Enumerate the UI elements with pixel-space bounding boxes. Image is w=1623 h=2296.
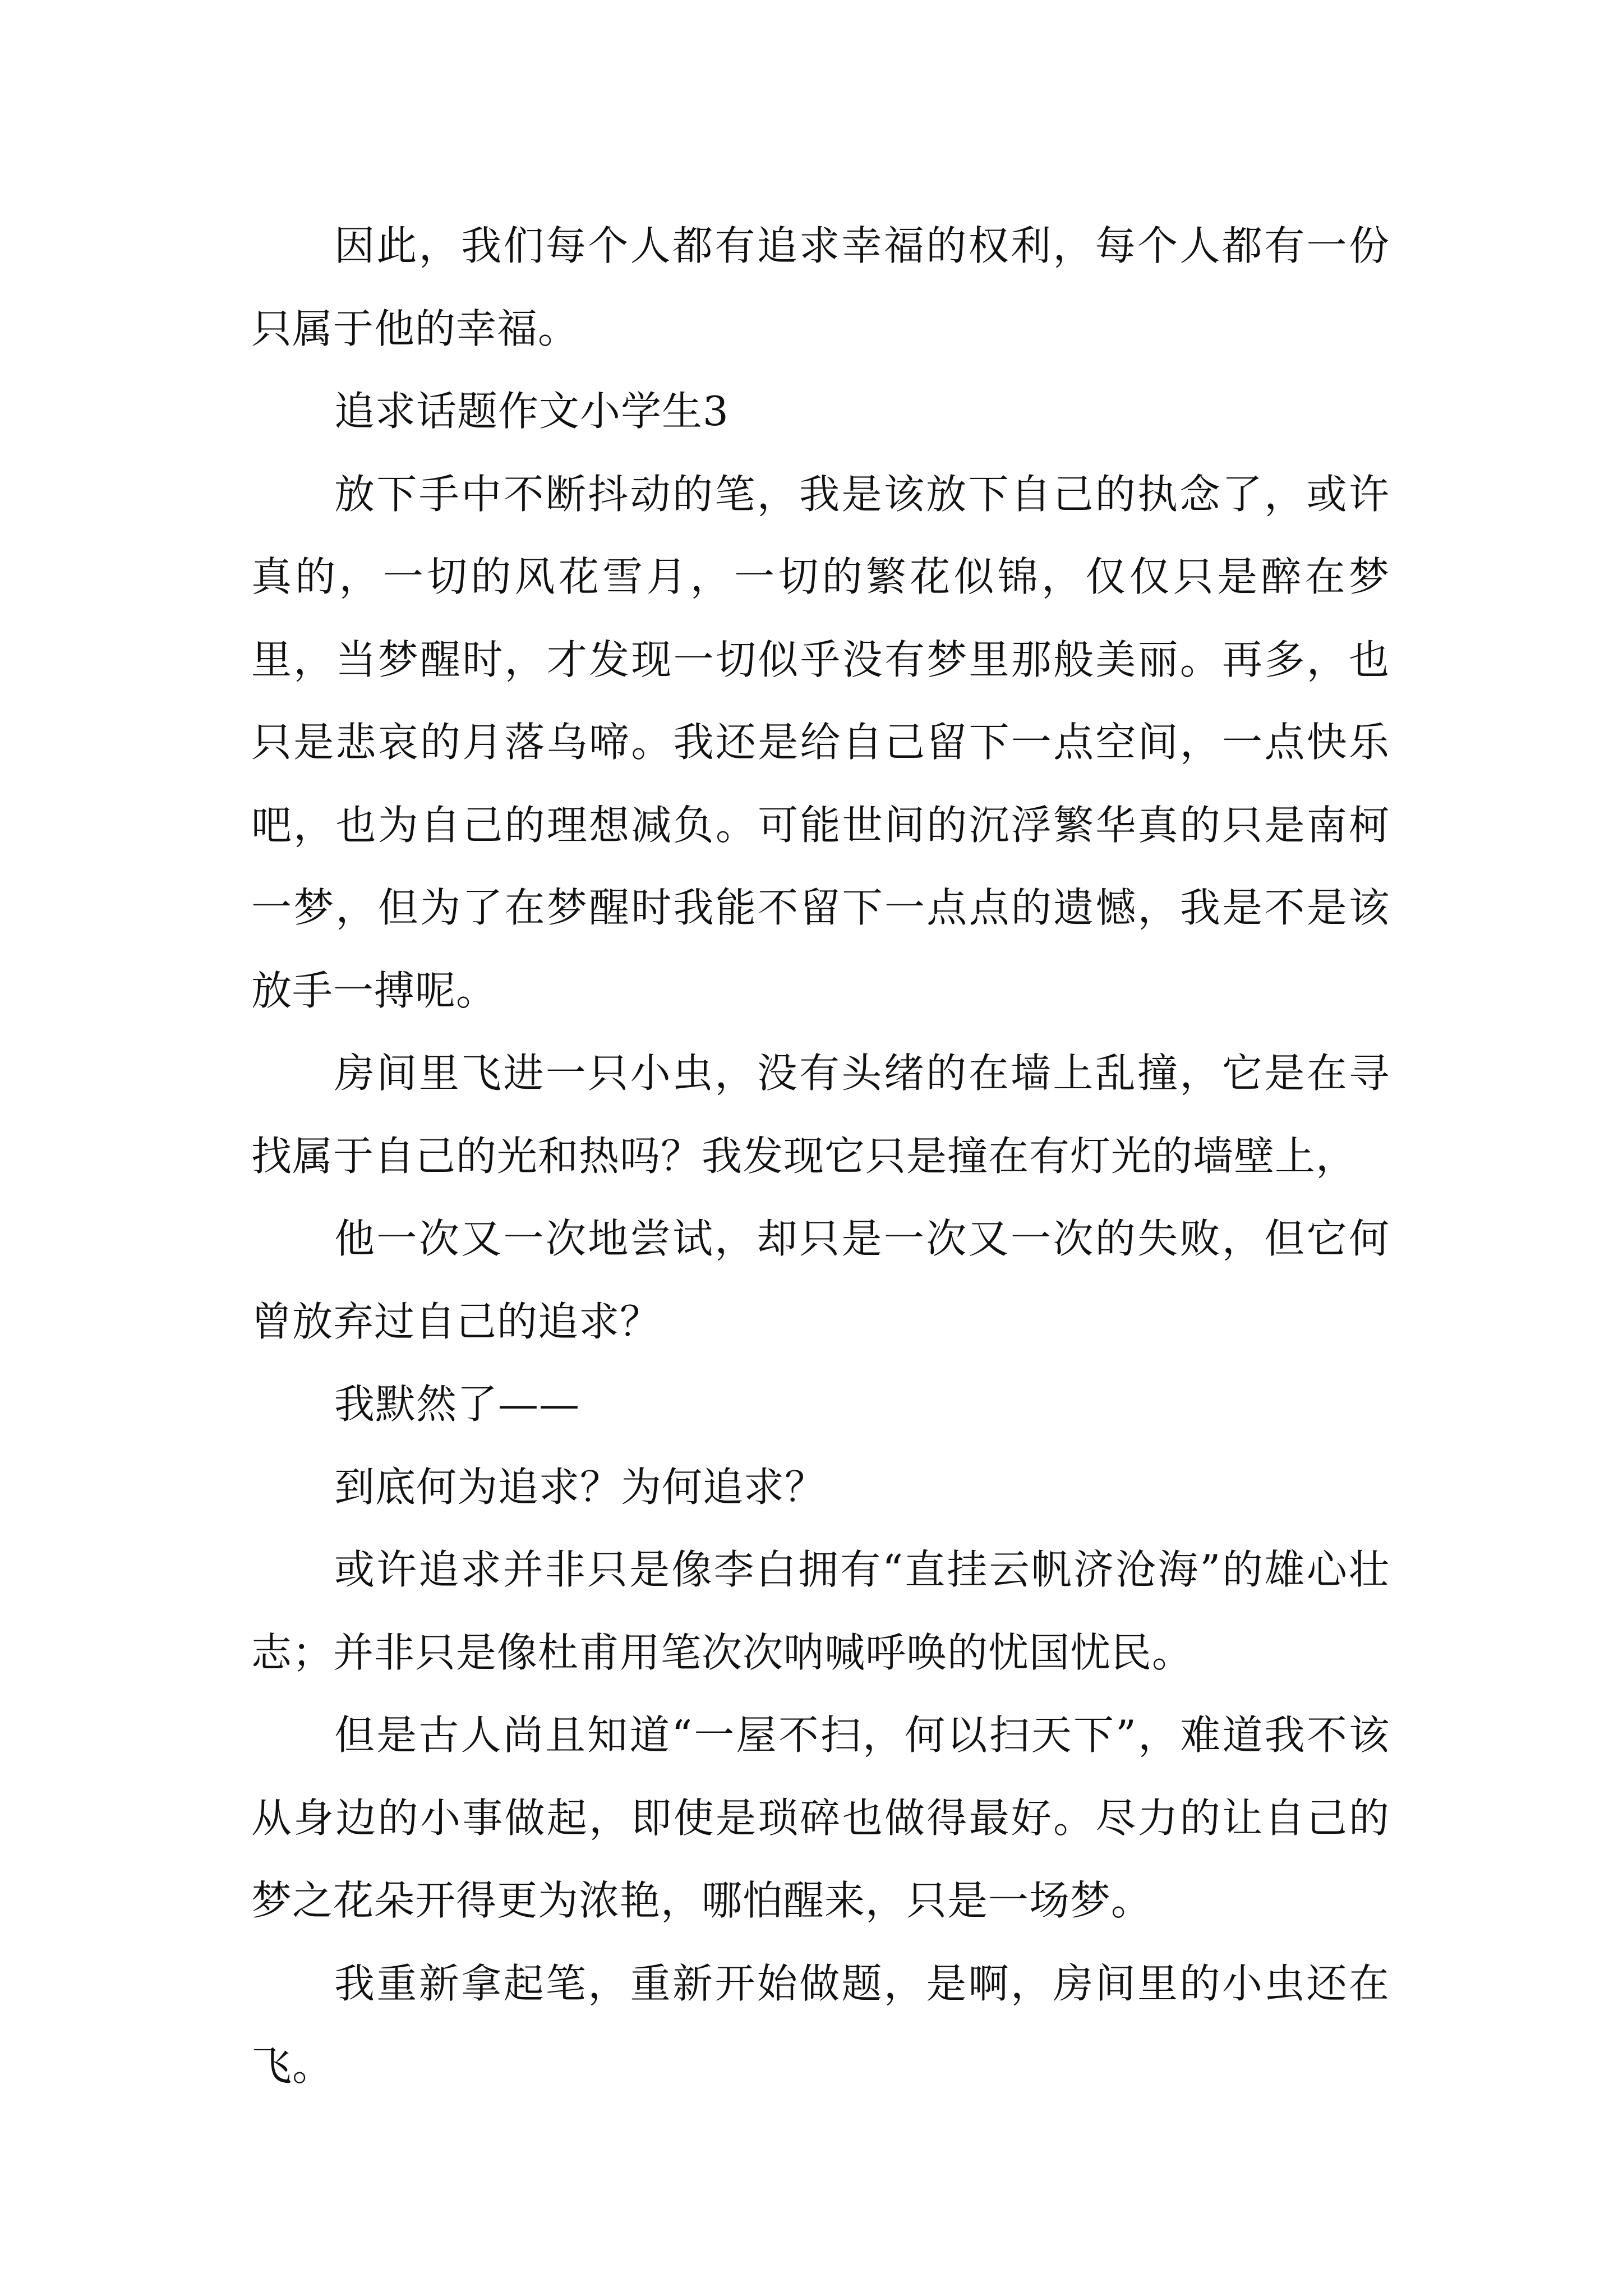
paragraph-happiness-right: 因此，我们每个人都有追求幸福的权利，每个人都有一份只属于他的幸福。	[251, 222, 1390, 352]
paragraph-pick-up-pen: 我重新拿起笔，重新开始做题，是啊，房间里的小虫还在飞。	[251, 1959, 1390, 2090]
essay-title: 追求话题作文小学生3	[334, 388, 729, 435]
paragraph-small-things: 但是古人尚且知道“一屋不扫，何以扫天下”，难道我不该从身边的小事做起，即使是琐碎也做得最好。尽力的让自己的梦之花朵开得更为浓艳，哪怕醒来，只是一场梦。	[251, 1711, 1390, 1924]
paragraph-insect-tries: 他一次又一次地尝试，却只是一次又一次的失败，但它何曾放弃过自己的追求？	[251, 1215, 1390, 1345]
paragraph-put-down-pen: 放下手中不断抖动的笔，我是该放下自己的执念了，或许真的，一切的风花雪月，一切的繁花似锦，仅仅只是醉在梦里，当梦醒时，才发现一切似乎没有梦里那般美丽。再多，也只是悲哀的月落乌啼。我还是给自己留下一点空间，一点快乐吧，也为自己的理想减负。可能世间的沉浮繁华真的只是南柯一梦，但为了在梦醒时我能不留下一点点的遗憾，我是不是该放手一搏呢。	[251, 470, 1390, 1014]
paragraph-silence: 我默然了——	[334, 1381, 580, 1428]
essay-body	[251, 205, 1390, 2108]
paragraph-insect-enters: 房间里飞进一只小虫，没有头绪的在墙上乱撞，它是在寻找属于自己的光和热吗？我发现它只是撞在有灯光的墙壁上，	[251, 1050, 1390, 1180]
paragraph-question: 到底何为追求？为何追求？	[334, 1463, 826, 1511]
paragraph-li-bai-du-fu: 或许追求并非只是像李白拥有“直挂云帆济沧海”的雄心壮志；并非只是像杜甫用笔次次呐喊呼唤的忧国忧民。	[251, 1546, 1390, 1676]
